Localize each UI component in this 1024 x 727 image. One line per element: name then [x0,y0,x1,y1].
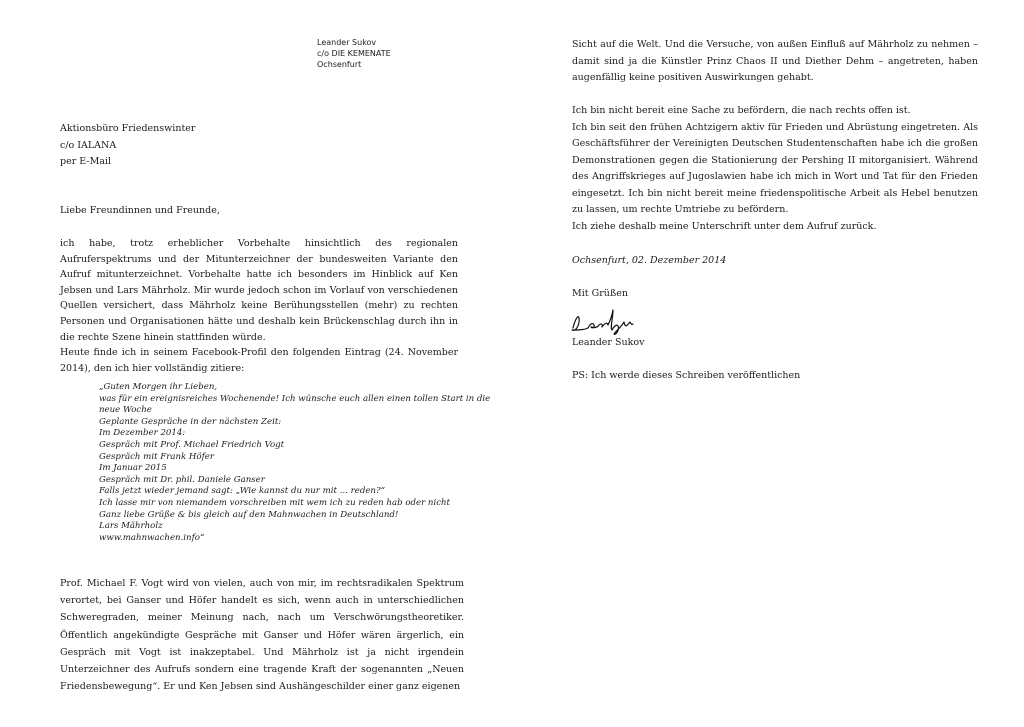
paragraph-6: Ich ziehe deshalb meine Unterschrift unter dem Aufruf zurück. [572,221,877,232]
quote-line: Gespräch mit Frank Höfer [99,451,214,462]
salutation: Liebe Freundinnen und Freunde, [60,205,220,216]
quote-line: Im Januar 2015 [99,463,167,474]
place-date: Ochsenfurt, 02. Dezember 2014 [572,255,727,266]
sender-city: Ochsenfurt [317,60,362,69]
quote-line: neue Woche [99,405,152,416]
paragraph-2: Heute finde ich in seinem Facebook-Profil den folgenden Eintrag (24. November 2014), den ich hier vollständig zitiere: [60,347,458,374]
sender-co: c/o DIE KEMENATE [317,49,391,58]
quote-line: Ich lasse mir von niemandem vorschreiben mit wem ich zu reden hab oder nicht [99,497,451,508]
quote-line: Lars Mährholz [99,521,163,532]
quote-line: www.mahnwachen.info“ [99,532,205,543]
paragraph-5-body: Ich bin seit den frühen Achtzigern aktiv für Frieden und Abrüstung eingetreten. Als Geschäftsführer der Vereinigten Deutschen Studentenschaften habe ich die großen Demonstrationen gegen die Stationierung der Pershing II mitorganisiert. Während des Angriffskrieges auf Jugoslawien habe ich mich in Wort und Tat für den Frieden eingesetzt. Ich bin nicht bereit meine friedenspolitische Arbeit als Hebel benutzen zu lassen, um rechte Umtriebe zu befördern. [572,121,978,215]
recipient-line-3: per E-Mail [60,156,112,167]
quote-line: Gespräch mit Prof. Michael Friedrich Vogt [99,439,285,450]
letter-intro [60,236,458,376]
quote-line: Ganz liebe Grüße & bis gleich auf den Mahnwachen in Deutschland! [99,509,399,520]
paragraph-4: Sicht auf die Welt. Und die Versuche, von außen Einfluß auf Mährholz zu nehmen – damit sind ja die Künstler Prinz Chaos II und Diether Dehm – angetreten, haben augenfällig keine positiven Auswirkungen gehabt. [572,39,978,83]
facebook-quote [99,382,491,544]
quote-line: Geplante Gespräche in der nächsten Zeit: [99,416,282,427]
paragraph-3: Prof. Michael F. Vogt wird von vielen, auch von mir, im rechtsradikalen Spektrum verortet, bei Ganser und Höfer handelt es sich, wenn auch in unterschiedlichen Schweregraden, meiner Meinung nach, nach um Verschwörungstheoretiker. Öffentlich angekündigte Gespräche mit Ganser und Höfer wären ärgerlich, ein Gespräch mit Vogt ist inakzeptabel. Und Mährholz ist ja nicht irgendein Unterzeichner des Aufrufs sondern eine tragende Kraft der sogenannten „Neuen Friedensbewegung“. Er und Ken Jebsen sind Aushängeschilder einer ganz eigenen [60,578,464,693]
sender-address [317,37,517,70]
signature-name: Leander Sukov [572,337,645,348]
handwritten-signature [570,306,634,336]
paragraph-5-statement: Ich bin nicht bereit eine Sache zu befördern, die nach rechts offen ist. [572,105,911,116]
sender-name: Leander Sukov [317,38,377,47]
closing: Mit Grüßen [572,288,628,299]
quote-line: Im Dezember 2014: [99,428,186,439]
recipient-line-2: c/o IALANA [60,139,117,151]
postscript: PS: Ich werde dieses Schreiben veröffentlichen [572,370,801,381]
paragraph-1: ich habe, trotz erheblicher Vorbehalte hinsichtlich des regionalen Aufruferspektrums und der Mitunterzeichner der bundesweiten Variante den Aufruf mitunterzeichnet. Vorbehalte hatte ich besonders im Hinblick auf Ken Jebsen und Lars Mährholz. Mir wurde jedoch schon im Vorlauf von verschiedenen Quellen versichert, dass Mährholz keine Berühungsstellen (mehr) zu rechten Personen und Organisationen hätte und deshalb kein Brückenschlag durch ihn in die rechte Szene hinein stattfinden würde. [60,238,458,343]
quote-line: Falls jetzt wieder jemand sagt: „Wie kannst du nur mit ... reden?“ [99,486,385,497]
recipient-line-1: Aktionsbüro Friedenswinter [60,123,196,134]
paragraph-5 [572,103,978,219]
recipient-address [60,121,360,171]
quote-line: was für ein ereignisreiches Wochenende! Ich wünsche euch allen einen tollen Start in die [99,393,491,404]
quote-line: Gespräch mit Dr. phil. Daniele Ganser [99,474,265,485]
quote-line: „Guten Morgen ihr Lieben, [99,382,218,392]
